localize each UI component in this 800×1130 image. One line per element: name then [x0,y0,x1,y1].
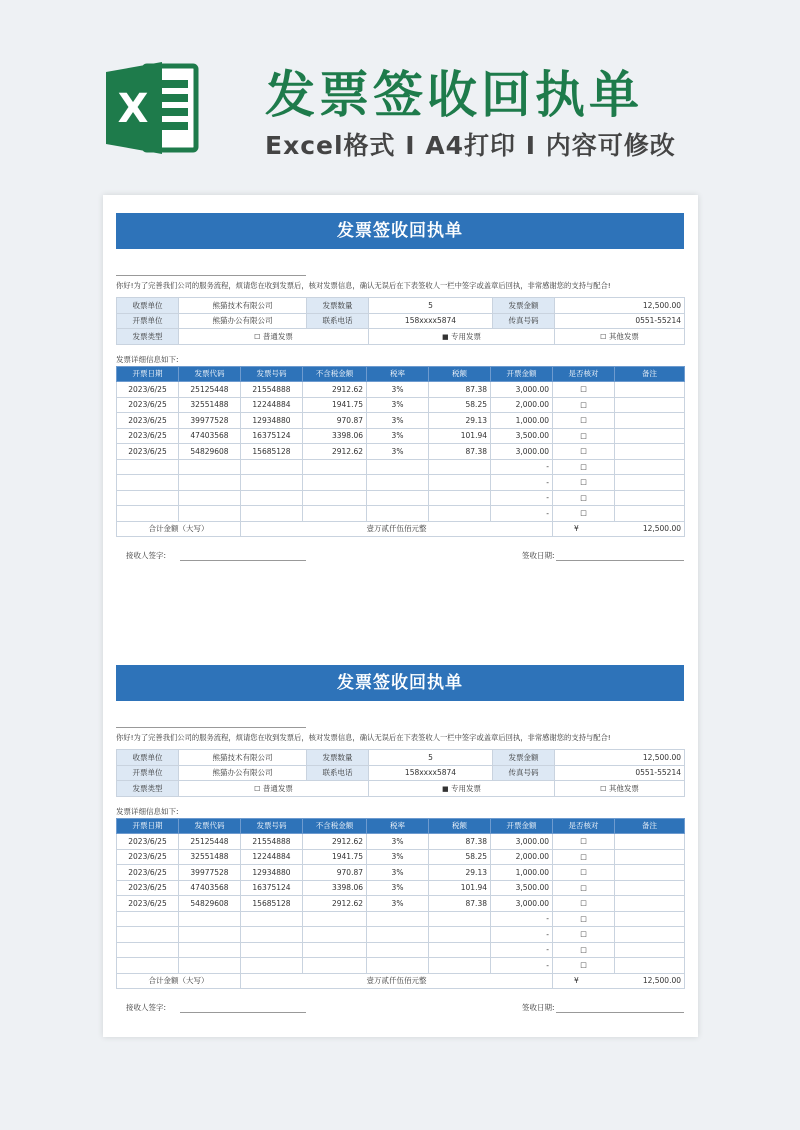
verify-checkbox[interactable]: □ [553,911,615,927]
detail-section-title: 发票详细信息如下: [116,354,179,364]
table-cell[interactable] [367,942,429,958]
info-value[interactable]: 0551-55214 [555,765,685,781]
info-label: 联系电话 [307,765,369,781]
excel-icon-letter: X [117,86,149,132]
detail-header-row [117,366,685,382]
checkbox-icon[interactable]: ☐ [600,784,607,793]
invoice-detail-table [116,818,685,990]
table-cell[interactable]: 3% [367,382,429,398]
verify-checkbox[interactable]: □ [553,942,615,958]
table-cell[interactable]: 3,500.00 [491,880,553,896]
table-cell[interactable]: 3% [367,834,429,850]
table-cell[interactable]: 21554888 [241,834,303,850]
verify-checkbox[interactable]: □ [553,428,615,444]
table-cell[interactable] [241,911,303,927]
table-cell[interactable]: 3,000.00 [491,444,553,460]
receiver-signature-label: 接收人签字: [126,551,167,560]
table-cell[interactable]: 39977528 [179,865,241,881]
info-row [117,298,685,314]
info-label: 开票单位 [117,313,179,329]
table-cell[interactable] [303,459,367,475]
invoice-type-option[interactable]: ■ 专用发票 [369,781,555,797]
receipt-form-2 [116,665,684,1019]
table-cell[interactable]: 1941.75 [303,849,367,865]
column-header: 不含税金额 [303,366,367,382]
table-cell[interactable] [367,475,429,491]
table-cell[interactable]: 1941.75 [303,397,367,413]
table-cell[interactable] [615,413,685,429]
table-cell[interactable] [117,490,179,506]
info-label: 联系电话 [307,313,369,329]
table-cell[interactable]: - [491,506,553,522]
table-cell[interactable]: - [491,490,553,506]
table-cell[interactable]: - [491,459,553,475]
table-cell[interactable]: 2023/6/25 [117,413,179,429]
table-cell[interactable] [179,506,241,522]
info-value[interactable]: 熊猫办公有限公司 [179,313,307,329]
table-row [117,444,685,460]
table-cell[interactable] [615,896,685,912]
sign-date-line[interactable] [556,1012,684,1013]
column-header: 发票代码 [179,366,241,382]
checkbox-checked-icon[interactable]: ■ [441,332,449,341]
table-cell[interactable] [429,475,491,491]
info-value[interactable]: 0551-55214 [555,313,685,329]
verify-checkbox[interactable]: □ [553,834,615,850]
table-cell[interactable]: 25125448 [179,834,241,850]
table-cell[interactable] [117,942,179,958]
table-cell[interactable]: 58.25 [429,397,491,413]
table-cell[interactable] [241,958,303,974]
table-cell[interactable]: 3% [367,896,429,912]
table-cell[interactable]: 12244884 [241,397,303,413]
info-row [117,765,685,781]
info-label: 发票类型 [117,329,179,345]
info-row [117,329,685,345]
table-cell[interactable] [615,397,685,413]
form-banner: 发票签收回执单 [116,213,684,249]
signature-area [116,997,684,1019]
table-cell[interactable]: 58.25 [429,849,491,865]
table-cell[interactable]: 1,000.00 [491,865,553,881]
table-cell[interactable]: 2912.62 [303,444,367,460]
table-cell[interactable]: 47403568 [179,880,241,896]
signature-area [116,545,684,567]
total-row [117,521,685,537]
table-cell[interactable] [615,490,685,506]
info-value[interactable]: 5 [369,298,493,314]
verify-checkbox[interactable]: □ [553,413,615,429]
table-cell[interactable]: 87.38 [429,834,491,850]
table-cell[interactable]: 47403568 [179,428,241,444]
sign-date-label: 签收日期: [522,1003,555,1012]
table-cell[interactable] [303,475,367,491]
table-row [117,382,685,398]
table-cell[interactable]: 3% [367,413,429,429]
column-header: 是否核对 [553,366,615,382]
column-header: 发票号码 [241,818,303,834]
table-cell[interactable] [429,942,491,958]
table-cell[interactable]: - [491,475,553,491]
table-cell[interactable] [429,459,491,475]
table-cell[interactable] [117,927,179,943]
table-cell[interactable] [615,911,685,927]
invoice-detail-table [116,366,685,538]
table-cell[interactable]: 25125448 [179,382,241,398]
invoice-info-table [116,749,685,797]
table-cell[interactable] [367,958,429,974]
info-label: 发票类型 [117,781,179,797]
table-row [117,865,685,881]
info-value[interactable]: 158xxxx5874 [369,765,493,781]
verify-checkbox[interactable]: □ [553,397,615,413]
table-cell[interactable]: 970.87 [303,413,367,429]
table-cell[interactable] [615,459,685,475]
table-cell[interactable]: 87.38 [429,444,491,460]
total-amount-words: 壹万贰仟伍佰元整 [241,973,553,989]
verify-checkbox[interactable]: □ [553,849,615,865]
table-row [117,397,685,413]
table-row [117,413,685,429]
table-cell[interactable]: 2912.62 [303,834,367,850]
table-cell[interactable] [615,927,685,943]
table-row [117,490,685,506]
greeting-text: 你好!为了完善我们公司的服务流程，烦请您在收到发票后，核对发票信息，确认无误后在下表签收人一栏中签字或盖章后回执，非常感谢您的支持与配合! [116,281,611,290]
invoice-type-option[interactable]: ■ 专用发票 [369,329,555,345]
table-row [117,834,685,850]
total-amount [553,521,685,537]
table-cell[interactable]: 101.94 [429,880,491,896]
verify-checkbox[interactable]: □ [553,490,615,506]
table-cell[interactable]: 3398.06 [303,428,367,444]
table-cell[interactable]: 3398.06 [303,880,367,896]
table-cell[interactable]: 54829608 [179,896,241,912]
table-cell[interactable] [429,490,491,506]
page-subtitle: Excel格式 I A4打印 I 内容可修改 [265,131,676,160]
table-cell[interactable] [615,880,685,896]
receiver-signature-line[interactable] [180,1012,306,1013]
invoice-type-option[interactable]: ☐ 其他发票 [555,329,685,345]
table-row [117,475,685,491]
table-cell[interactable]: 32551488 [179,849,241,865]
table-row [117,880,685,896]
table-cell[interactable]: 3% [367,444,429,460]
info-value[interactable]: 熊猫办公有限公司 [179,765,307,781]
excel-icon [102,58,202,158]
table-row [117,849,685,865]
total-row [117,973,685,989]
total-label: 合计金额（大写） [117,973,241,989]
table-cell[interactable] [303,911,367,927]
column-header: 税额 [429,366,491,382]
table-cell[interactable]: 2023/6/25 [117,865,179,881]
table-cell[interactable]: 15685128 [241,444,303,460]
table-cell[interactable] [179,459,241,475]
table-cell[interactable] [429,927,491,943]
table-cell[interactable] [367,490,429,506]
table-cell[interactable]: 3,500.00 [491,428,553,444]
table-row [117,459,685,475]
invoice-type-option[interactable]: ☐ 普通发票 [179,781,369,797]
table-cell[interactable]: 3% [367,849,429,865]
table-cell[interactable]: 1,000.00 [491,413,553,429]
total-amount-words: 壹万贰仟伍佰元整 [241,521,553,537]
table-row [117,911,685,927]
table-cell[interactable]: 2,000.00 [491,849,553,865]
table-cell[interactable] [117,459,179,475]
table-cell[interactable]: 16375124 [241,880,303,896]
receipt-form-1 [116,213,684,567]
verify-checkbox[interactable]: □ [553,459,615,475]
table-cell[interactable]: - [491,911,553,927]
table-cell[interactable]: 2023/6/25 [117,444,179,460]
table-cell[interactable]: 32551488 [179,397,241,413]
greeting-text: 你好!为了完善我们公司的服务流程，烦请您在收到发票后，核对发票信息，确认无误后在下表签收人一栏中签字或盖章后回执，非常感谢您的支持与配合! [116,733,611,742]
detail-section-title: 发票详细信息如下: [116,806,179,816]
info-value[interactable]: 熊猫技术有限公司 [179,298,307,314]
table-cell[interactable] [429,958,491,974]
table-cell[interactable] [179,942,241,958]
info-label: 发票金额 [493,750,555,766]
column-header: 税率 [367,818,429,834]
table-cell[interactable]: - [491,958,553,974]
verify-checkbox[interactable]: □ [553,896,615,912]
checkbox-icon[interactable]: ☐ [254,784,261,793]
table-cell[interactable]: 87.38 [429,382,491,398]
verify-checkbox[interactable]: □ [553,865,615,881]
verify-checkbox[interactable]: □ [553,880,615,896]
currency-symbol: ¥ [574,976,579,986]
info-label: 传真号码 [493,313,555,329]
info-label: 收票单位 [117,750,179,766]
table-cell[interactable]: 3% [367,865,429,881]
receiver-signature-label: 接收人签字: [126,1003,167,1012]
table-cell[interactable] [117,475,179,491]
checkbox-checked-icon[interactable]: ■ [441,784,449,793]
info-value[interactable]: 158xxxx5874 [369,313,493,329]
table-cell[interactable]: 29.13 [429,413,491,429]
table-cell[interactable]: 39977528 [179,413,241,429]
info-label: 发票数量 [307,298,369,314]
table-cell[interactable] [615,942,685,958]
verify-checkbox[interactable]: □ [553,475,615,491]
column-header: 发票号码 [241,366,303,382]
table-cell[interactable] [615,382,685,398]
table-cell[interactable]: 16375124 [241,428,303,444]
table-cell[interactable] [179,927,241,943]
table-cell[interactable]: 3% [367,397,429,413]
column-header: 税率 [367,366,429,382]
checkbox-icon[interactable]: ☐ [254,332,261,341]
info-label: 开票单位 [117,765,179,781]
column-header: 备注 [615,366,685,382]
table-row [117,428,685,444]
table-row [117,927,685,943]
total-label: 合计金额（大写） [117,521,241,537]
column-header: 备注 [615,818,685,834]
invoice-type-option[interactable]: ☐ 其他发票 [555,781,685,797]
verify-checkbox[interactable]: □ [553,444,615,460]
table-cell[interactable]: 3,000.00 [491,382,553,398]
verify-checkbox[interactable]: □ [553,958,615,974]
detail-header-row [117,818,685,834]
table-cell[interactable]: 87.38 [429,896,491,912]
column-header: 是否核对 [553,818,615,834]
total-amount-value: 12,500.00 [642,976,681,986]
column-header: 开票金额 [491,366,553,382]
table-cell[interactable]: 21554888 [241,382,303,398]
table-cell[interactable]: 2912.62 [303,896,367,912]
table-cell[interactable] [241,927,303,943]
table-cell[interactable]: 2023/6/25 [117,834,179,850]
column-header: 不含税金额 [303,818,367,834]
checkbox-icon[interactable]: ☐ [600,332,607,341]
table-cell[interactable] [117,506,179,522]
table-cell[interactable] [615,444,685,460]
verify-checkbox[interactable]: □ [553,927,615,943]
receiver-signature-line[interactable] [180,560,306,561]
info-label: 发票数量 [307,750,369,766]
column-header: 开票日期 [117,818,179,834]
table-cell[interactable]: 12934880 [241,865,303,881]
table-row [117,896,685,912]
info-value[interactable]: 熊猫技术有限公司 [179,750,307,766]
table-cell[interactable]: 2023/6/25 [117,896,179,912]
info-value[interactable]: 12,500.00 [555,298,685,314]
top-underline [116,727,306,728]
table-cell[interactable] [241,490,303,506]
table-row [117,942,685,958]
column-header: 发票代码 [179,818,241,834]
info-value[interactable]: 12,500.00 [555,750,685,766]
table-row [117,506,685,522]
verify-checkbox[interactable]: □ [553,382,615,398]
table-cell[interactable]: 101.94 [429,428,491,444]
sign-date-line[interactable] [556,560,684,561]
table-cell[interactable] [303,490,367,506]
table-cell[interactable] [241,475,303,491]
top-underline [116,275,306,276]
table-cell[interactable] [241,506,303,522]
table-cell[interactable]: 2023/6/25 [117,880,179,896]
table-cell[interactable] [303,958,367,974]
table-cell[interactable] [615,475,685,491]
info-label: 发票金额 [493,298,555,314]
table-cell[interactable] [241,942,303,958]
table-cell[interactable]: 3,000.00 [491,896,553,912]
info-label: 收票单位 [117,298,179,314]
table-cell[interactable] [117,958,179,974]
document-paper [103,195,698,1037]
table-cell[interactable] [615,834,685,850]
info-label: 传真号码 [493,765,555,781]
total-amount [553,973,685,989]
table-cell[interactable] [179,490,241,506]
table-cell[interactable]: 12244884 [241,849,303,865]
info-value[interactable]: 5 [369,750,493,766]
table-cell[interactable] [179,475,241,491]
table-cell[interactable] [303,506,367,522]
total-amount-value: 12,500.00 [642,524,681,534]
table-cell[interactable] [429,911,491,927]
table-cell[interactable] [303,927,367,943]
table-row [117,958,685,974]
table-cell[interactable] [429,506,491,522]
table-cell[interactable]: 3,000.00 [491,834,553,850]
table-cell[interactable]: 2912.62 [303,382,367,398]
table-cell[interactable]: 2023/6/25 [117,397,179,413]
table-cell[interactable]: 2023/6/25 [117,849,179,865]
info-row [117,313,685,329]
table-cell[interactable] [367,911,429,927]
table-cell[interactable]: 29.13 [429,865,491,881]
table-cell[interactable]: 970.87 [303,865,367,881]
table-cell[interactable] [615,849,685,865]
invoice-type-option[interactable]: ☐ 普通发票 [179,329,369,345]
table-cell[interactable]: 2023/6/25 [117,428,179,444]
table-cell[interactable] [303,942,367,958]
column-header: 开票日期 [117,366,179,382]
page-header [0,0,800,190]
table-cell[interactable]: 3% [367,428,429,444]
table-cell[interactable] [367,506,429,522]
table-cell[interactable]: 3% [367,880,429,896]
page-title: 发票签收回执单 [265,66,643,124]
info-row [117,750,685,766]
verify-checkbox[interactable]: □ [553,506,615,522]
table-cell[interactable] [117,911,179,927]
table-cell[interactable] [179,911,241,927]
currency-symbol: ¥ [574,524,579,534]
table-cell[interactable]: 15685128 [241,896,303,912]
column-header: 税额 [429,818,491,834]
table-cell[interactable] [615,428,685,444]
table-cell[interactable]: 2023/6/25 [117,382,179,398]
table-cell[interactable] [615,865,685,881]
form-banner: 发票签收回执单 [116,665,684,701]
table-cell[interactable]: 2,000.00 [491,397,553,413]
sign-date-label: 签收日期: [522,551,555,560]
table-cell[interactable] [179,958,241,974]
table-cell[interactable] [615,958,685,974]
table-cell[interactable] [615,506,685,522]
table-cell[interactable]: 54829608 [179,444,241,460]
table-cell[interactable] [367,927,429,943]
table-cell[interactable]: - [491,942,553,958]
column-header: 开票金额 [491,818,553,834]
invoice-info-table [116,297,685,345]
table-cell[interactable] [241,459,303,475]
table-cell[interactable] [367,459,429,475]
table-cell[interactable]: - [491,927,553,943]
table-cell[interactable]: 12934880 [241,413,303,429]
info-row [117,781,685,797]
